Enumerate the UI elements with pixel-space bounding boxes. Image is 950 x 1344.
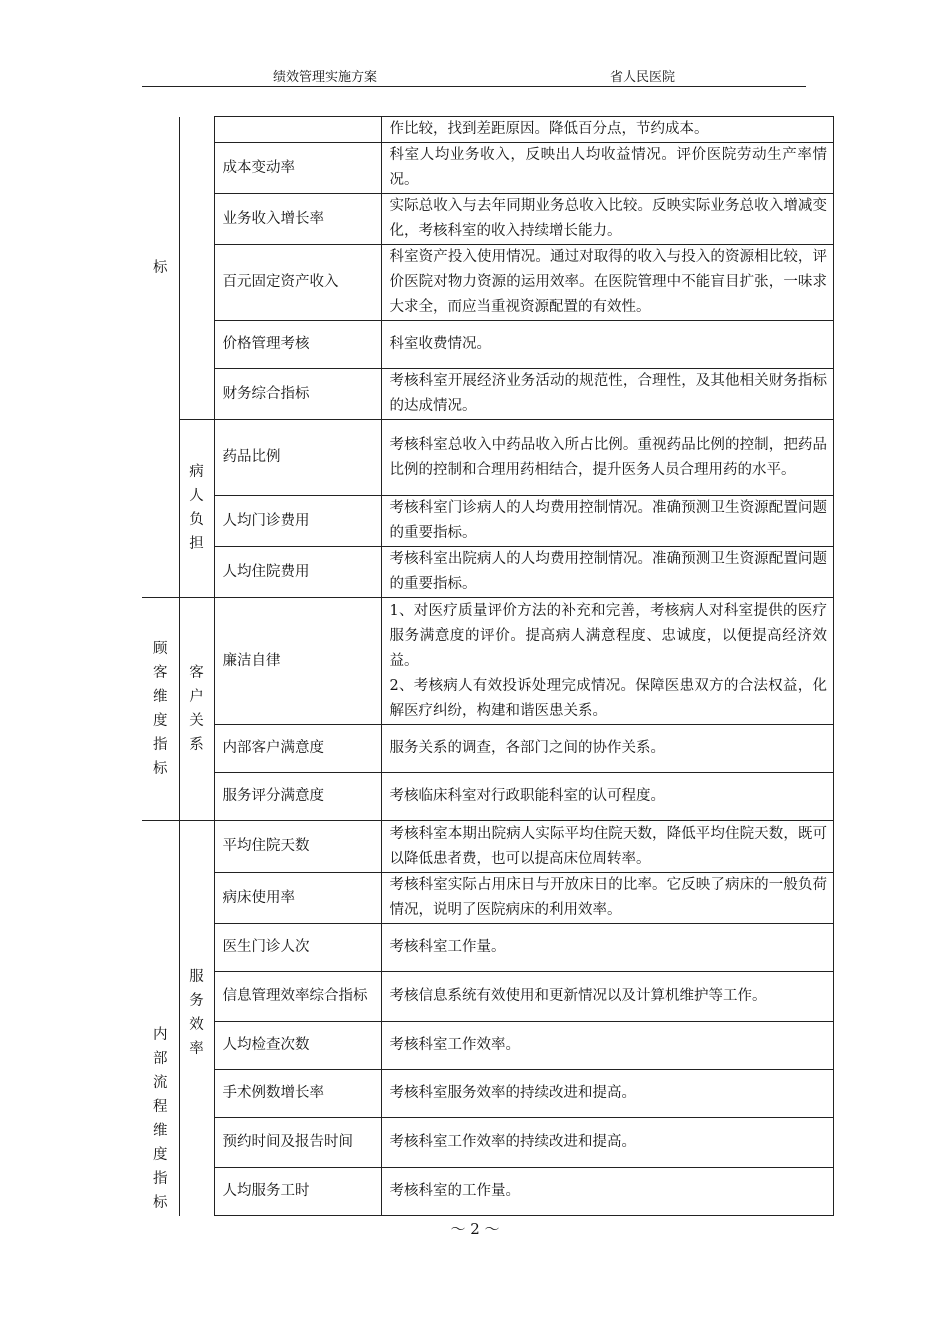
indicator-name: 人均门诊费用 <box>214 496 381 547</box>
indicator-name: 财务综合指标 <box>214 369 381 420</box>
indicator-description: 考核科室实际占用床日与开放床日的比率。它反映了病床的一般负荷情况，说明了医院病床的利用效率。 <box>381 873 834 924</box>
indicator-description: 实际总收入与去年同期业务总收入比较。反映实际业务总收入增减变化，考核科室的收入持续增长能力。 <box>381 194 834 245</box>
indicator-name: 业务收入增长率 <box>214 194 381 245</box>
indicator-name: 信息管理效率综合指标 <box>214 972 381 1022</box>
table-row <box>142 1022 834 1070</box>
table-row <box>142 1070 834 1118</box>
category-cell-patient-burden: 病人负担 <box>179 420 214 598</box>
indicator-name: 服务评分满意度 <box>214 773 381 821</box>
indicator-description: 考核科室工作效率的持续改进和提高。 <box>381 1118 834 1168</box>
indicator-name: 人均住院费用 <box>214 547 381 598</box>
indicator-description: 考核科室工作效率。 <box>381 1022 834 1070</box>
dimension-cell-financial: 标 <box>142 117 179 420</box>
page-number: ～ 2 ～ <box>450 1220 500 1238</box>
indicator-name: 百元固定资产收入 <box>214 245 381 321</box>
indicator-name: 手术例数增长率 <box>214 1070 381 1118</box>
table-row <box>142 924 834 972</box>
indicator-table <box>142 116 834 1216</box>
indicator-name: 内部客户满意度 <box>214 725 381 773</box>
indicator-name: 人均服务工时 <box>214 1168 381 1216</box>
indicator-name: 医生门诊人次 <box>214 924 381 972</box>
dimension-cell-financial-cont <box>142 420 179 598</box>
table-row <box>142 773 834 821</box>
indicator-name: 成本变动率 <box>214 143 381 194</box>
dimension-cell-internal-process: 内部流程维度指标 <box>142 821 179 1216</box>
indicator-description: 考核科室服务效率的持续改进和提高。 <box>381 1070 834 1118</box>
indicator-description: 考核科室开展经济业务活动的规范性，合理性，及其他相关财务指标的达成情况。 <box>381 369 834 420</box>
indicator-description <box>381 598 834 725</box>
table-row <box>142 420 834 496</box>
indicator-description: 考核科室工作量。 <box>381 924 834 972</box>
indicator-description: 考核科室本期出院病人实际平均住院天数，降低平均住院天数，既可以降低患者费，也可以提高床位周转率。 <box>381 821 834 873</box>
indicator-name <box>214 117 381 143</box>
table-row <box>142 496 834 547</box>
indicator-description: 科室收费情况。 <box>381 321 834 369</box>
table-row <box>142 821 834 873</box>
indicator-description: 服务关系的调查，各部门之间的协作关系。 <box>381 725 834 773</box>
indicator-description: 考核科室的工作量。 <box>381 1168 834 1216</box>
table-row <box>142 873 834 924</box>
indicator-name: 药品比例 <box>214 420 381 496</box>
category-cell-financial <box>179 117 214 420</box>
dimension-cell-customer: 顾客维度指标 <box>142 598 179 821</box>
indicator-description: 考核科室总收入中药品收入所占比例。重视药品比例的控制，把药品比例的控制和合理用药相结合，提升医务人员合理用药的水平。 <box>381 420 834 496</box>
table-row <box>142 725 834 773</box>
indicator-description: 考核临床科室对行政职能科室的认可程度。 <box>381 773 834 821</box>
page-header <box>142 64 806 87</box>
indicator-name: 预约时间及报告时间 <box>214 1118 381 1168</box>
description-paragraph-2: 2、考核病人有效投诉处理完成情况。保障医患双方的合法权益，化解医疗纠纷，构建和谐医患关系。 <box>389 677 827 719</box>
indicator-description: 作比较，找到差距原因。降低百分点，节约成本。 <box>381 117 834 143</box>
indicator-description: 科室资产投入使用情况。通过对取得的收入与投入的资源相比较，评价医院对物力资源的运用效率。在医院管理中不能盲目扩张，一味求大求全，而应当重视资源配置的有效性。 <box>381 245 834 321</box>
indicator-name: 病床使用率 <box>214 873 381 924</box>
table-row <box>142 1118 834 1168</box>
category-cell-service-efficiency: 服务效率 <box>179 821 214 1216</box>
hospital-name: 省人民医院 <box>610 70 676 85</box>
document-title: 绩效管理实施方案 <box>273 70 378 85</box>
indicator-description: 考核科室门诊病人的人均费用控制情况。准确预测卫生资源配置问题的重要指标。 <box>381 496 834 547</box>
table-row <box>142 598 834 725</box>
indicator-description: 科室人均业务收入，反映出人均收益情况。评价医院劳动生产率情况。 <box>381 143 834 194</box>
table-row <box>142 547 834 598</box>
indicator-name: 价格管理考核 <box>214 321 381 369</box>
table-row <box>142 143 834 194</box>
table-row <box>142 194 834 245</box>
table-row <box>142 321 834 369</box>
category-cell-customer-relations: 客户关系 <box>179 598 214 821</box>
indicator-name: 廉洁自律 <box>214 598 381 725</box>
table-row <box>142 972 834 1022</box>
table-row <box>142 369 834 420</box>
indicator-description: 考核信息系统有效使用和更新情况以及计算机维护等工作。 <box>381 972 834 1022</box>
description-paragraph-1: 1、对医疗质量评价方法的补充和完善，考核病人对科室提供的医疗服务满意度的评价。提高病人满意程度、忠诚度，以便提高经济效益。 <box>389 602 827 669</box>
table-row <box>142 1168 834 1216</box>
table-row <box>142 117 834 143</box>
indicator-description: 考核科室出院病人的人均费用控制情况。准确预测卫生资源配置问题的重要指标。 <box>381 547 834 598</box>
indicator-name: 平均住院天数 <box>214 821 381 873</box>
table-row <box>142 245 834 321</box>
indicator-name: 人均检查次数 <box>214 1022 381 1070</box>
